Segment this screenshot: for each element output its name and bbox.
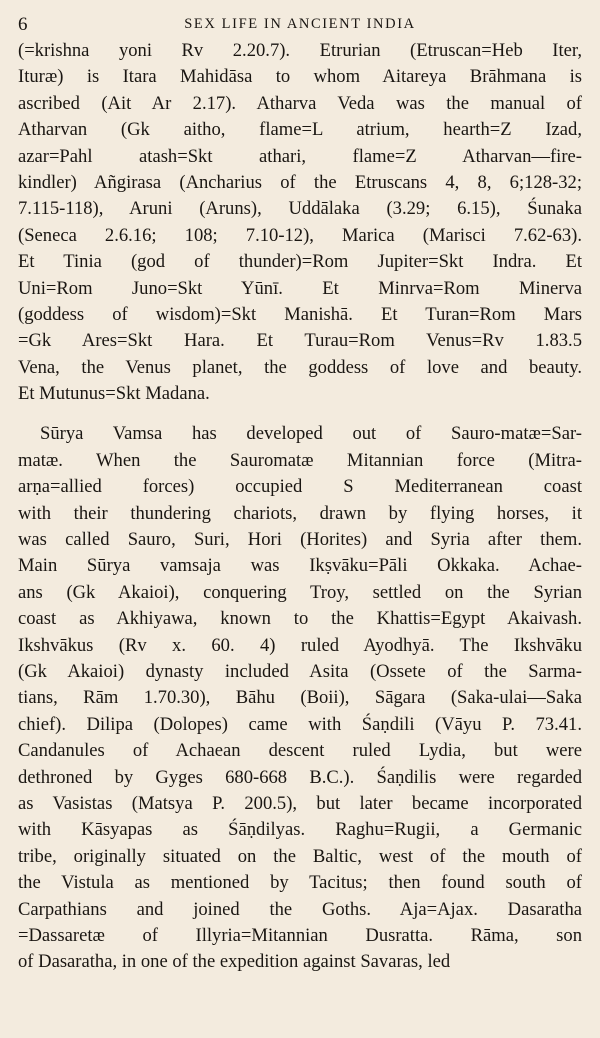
- paragraph: [18, 38, 582, 407]
- text-line: (Gk Akaioi) dynasty included Asita (Ossete of the Sarma-: [18, 660, 582, 682]
- text-line: of Dasaratha, in one of the expedition against Savaras, led: [18, 951, 451, 973]
- text-line: Uni=Rom Juno=Skt Yūnī. Et Minrva=Rom Minerva: [18, 277, 582, 299]
- text-line: ans (Gk Akaioi), conquering Troy, settled on the Syrian: [18, 581, 582, 603]
- text-line: with Kāsyapas as Śāṇdilyas. Raghu=Rugii, a Germanic: [18, 819, 582, 841]
- text-line: tians, Rām 1.70.30), Bāhu (Boii), Sāgara (Saka-ulai—Saka: [18, 687, 582, 709]
- text-line: Candanules of Achaean descent ruled Lydia, but were: [18, 740, 582, 762]
- text-line: Et Mutunus=Skt Madana.: [18, 383, 210, 405]
- text-line: ascribed (Ait Ar 2.17). Atharva Veda was the manual of: [18, 92, 582, 114]
- text-line: arṇa=allied forces) occupied S Mediterranean coast: [18, 476, 582, 498]
- page-number: 6: [18, 14, 28, 35]
- text-line: chief). Dilipa (Dolopes) came with Śaṇdili (Vāyu P. 73.41.: [18, 713, 582, 735]
- text-line: Ikshvākus (Rv x. 60. 4) ruled Ayodhyā. The Ikshvāku: [18, 634, 582, 656]
- running-head: SEX LIFE IN ANCIENT INDIA: [184, 16, 416, 32]
- text-line: coast as Akhiyawa, known to the Khattis=Egypt Akaivash.: [18, 608, 582, 630]
- text-line: (goddess of wisdom)=Skt Manishā. Et Turan=Rom Mars: [18, 303, 582, 325]
- text-line: kindler) Añgirasa (Ancharius of the Etruscans 4, 8, 6;128-32;: [18, 171, 582, 193]
- text-line: Main Sūrya vamsaja was Ikṣvāku=Pāli Okkaka. Achae-: [18, 555, 582, 577]
- text-line: with their thundering chariots, drawn by flying horses, it: [18, 502, 582, 524]
- text-line: =Dassaretæ of Illyria=Mitannian Dusratta. Rāma, son: [18, 924, 582, 946]
- paragraph: [18, 421, 582, 975]
- text-line: (=krishna yoni Rv 2.20.7). Etrurian (Etruscan=Heb Iter,: [18, 40, 582, 61]
- page-header: [18, 12, 582, 38]
- text-line: matæ. When the Sauromatæ Mitannian force (Mitra-: [18, 449, 582, 471]
- text-line: Vena, the Venus planet, the goddess of love and beauty.: [18, 356, 582, 378]
- text-line: azar=Pahl atash=Skt athari, flame=Z Atharvan—fire-: [18, 145, 582, 167]
- text-line: the Vistula as mentioned by Tacitus; then found south of: [18, 872, 582, 894]
- text-line: =Gk Ares=Skt Hara. Et Turau=Rom Venus=Rv 1.83.5: [18, 330, 582, 352]
- text-line: tribe, originally situated on the Baltic, west of the mouth of: [18, 845, 582, 867]
- text-line: Sūrya Vamsa has developed out of Sauro-matæ=Sar-: [40, 423, 582, 445]
- paragraph-gap: [18, 407, 582, 421]
- text-line: Carpathians and joined the Goths. Aja=Ajax. Dasaratha: [18, 898, 582, 920]
- text-line: 7.115-118), Aruni (Aruns), Uddālaka (3.29; 6.15), Śunaka: [18, 198, 582, 220]
- text-line: Et Tinia (god of thunder)=Rom Jupiter=Skt Indra. Et: [18, 251, 582, 273]
- text-line: (Seneca 2.6.16; 108; 7.10-12), Marica (Marisci 7.62-63).: [18, 224, 582, 246]
- text-line: Atharvan (Gk aitho, flame=L atrium, hearth=Z Izad,: [18, 119, 582, 141]
- text-line: was called Sauro, Suri, Hori (Horites) and Syria after them.: [18, 529, 582, 551]
- body-text: [18, 38, 582, 976]
- text-line: dethroned by Gyges 680-668 B.C.). Śaṇdilis were regarded: [18, 766, 582, 788]
- text-line: as Vasistas (Matsya P. 200.5), but later became incorporated: [18, 792, 582, 814]
- text-line: Ituræ) is Itara Mahidāsa to whom Aitareya Brāhmana is: [18, 66, 582, 88]
